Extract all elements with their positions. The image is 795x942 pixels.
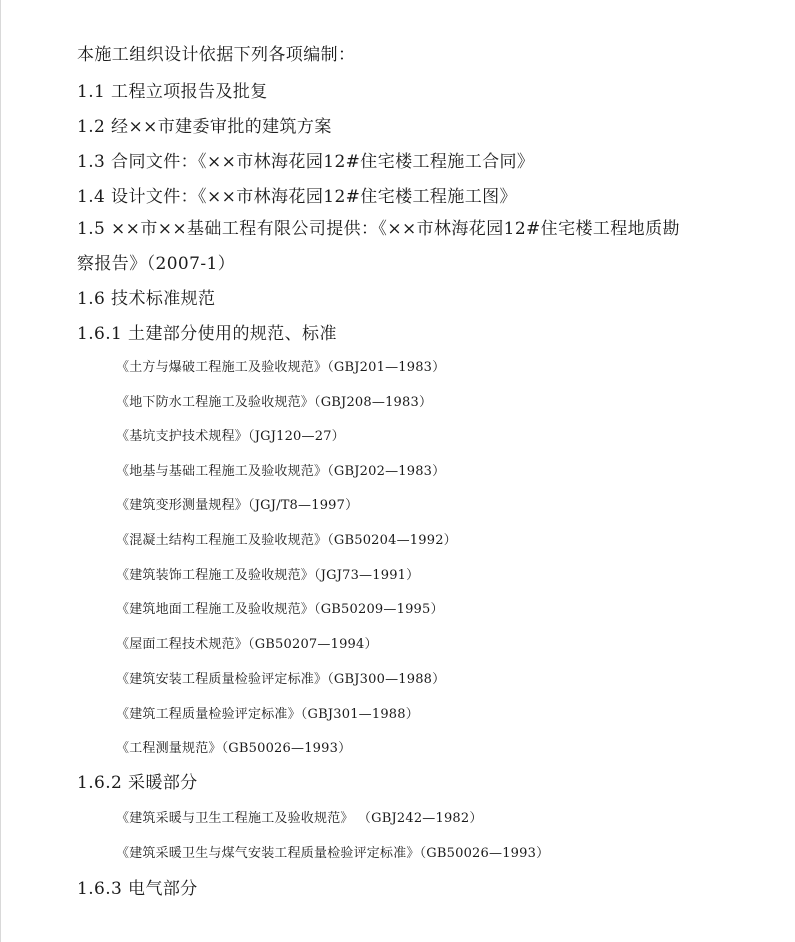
section-1-6-1-title: 1.6.1 土建部分使用的规范、标准: [77, 324, 337, 344]
section-1-6-title: 1.6 技术标准规范: [77, 289, 216, 309]
item-1-1: 1.1 工程立项报告及批复: [77, 82, 268, 102]
item-1-2: 1.2 经××市建委审批的建筑方案: [77, 117, 332, 137]
item-1-5-line2: 察报告》（2007-1）: [77, 254, 236, 274]
item-1-5-line1: 1.5 ××市××基础工程有限公司提供：《××市林海花园12#住宅楼工程地质勘: [77, 219, 680, 239]
standard-item: 《建筑安装工程质量检验评定标准》（GBJ300—1988）: [116, 672, 446, 687]
standard-item: 《混凝土结构工程施工及验收规范》（GB50204—1992）: [116, 533, 457, 548]
standard-item: 《屋面工程技术规范》（GB50207—1994）: [116, 637, 378, 652]
standard-item: 《建筑地面工程施工及验收规范》（GB50209—1995）: [116, 602, 444, 617]
section-1-6-2-title: 1.6.2 采暖部分: [77, 773, 198, 793]
standard-item: 《工程测量规范》（GB50026—1993）: [116, 741, 352, 756]
standard-item: 《建筑采暖卫生与煤气安装工程质量检验评定标准》（GB50026—1993）: [116, 846, 550, 861]
standard-item: 《建筑变形测量规程》（JGJ/T8—1997）: [116, 498, 359, 513]
item-1-4: 1.4 设计文件：《××市林海花园12#住宅楼工程施工图》: [77, 187, 517, 207]
section-1-6-3-title: 1.6.3 电气部分: [77, 879, 198, 899]
standard-item: 《建筑采暖与卫生工程施工及验收规范》 （GBJ242—1982）: [116, 811, 483, 826]
item-1-3: 1.3 合同文件：《××市林海花园12#住宅楼工程施工合同》: [77, 152, 535, 172]
standard-item: 《地下防水工程施工及验收规范》（GBJ208—1983）: [116, 395, 433, 410]
standard-item: 《土方与爆破工程施工及验收规范》（GBJ201—1983）: [116, 360, 446, 375]
standard-item: 《建筑工程质量检验评定标准》（GBJ301—1988）: [116, 707, 419, 722]
standard-item: 《建筑装饰工程施工及验收规范》（JGJ73—1991）: [116, 568, 420, 583]
standard-item: 《地基与基础工程施工及验收规范》（GBJ202—1983）: [116, 464, 446, 479]
standard-item: 《基坑支护技术规程》（JGJ120—27）: [116, 429, 345, 444]
intro-text: 本施工组织设计依据下列各项编制：: [77, 45, 356, 65]
